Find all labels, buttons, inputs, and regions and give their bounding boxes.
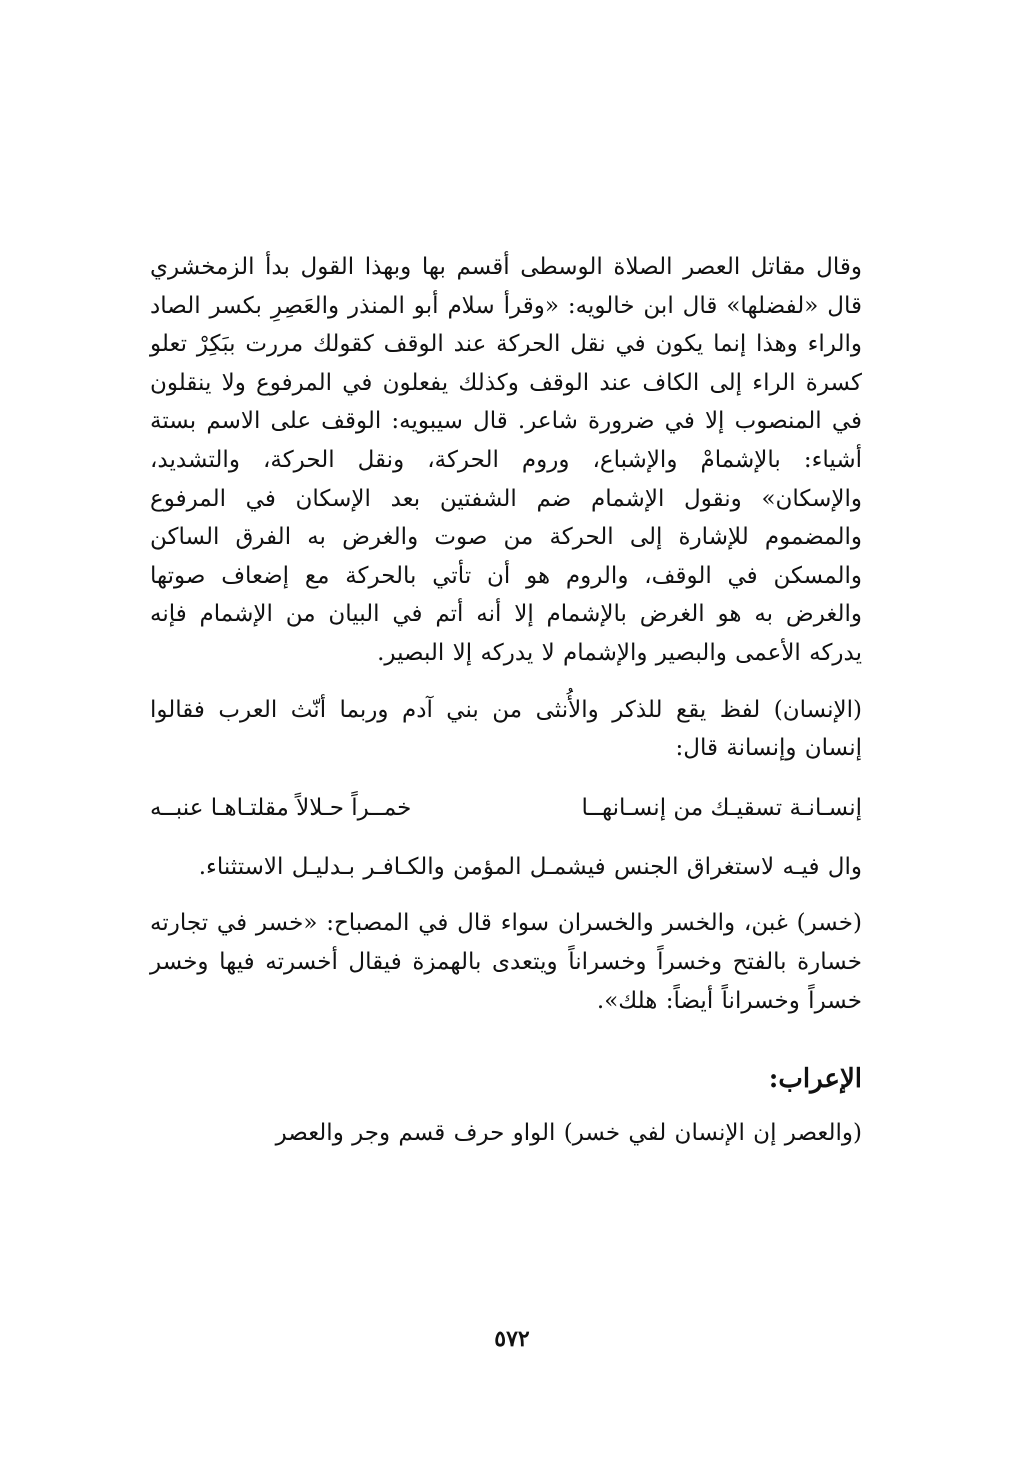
verse-second-hemistich: خمــراً حـلالاً مقلتـاهـا عنبــه xyxy=(150,794,412,821)
verse-first-hemistich: إنسـانـة تسقيـك من إنسـانهــا xyxy=(581,794,862,821)
page-number: ٥٧٢ xyxy=(494,1326,530,1352)
page-body xyxy=(150,248,862,1153)
definition-paragraph-insan: (الإنسان) لفظ يقع للذكر والأُنثى من بني آدم وربما أنّث العرب فقالوا إنسان وإنسانة قال: xyxy=(150,696,862,762)
definition-paragraph-al: وال فيـه لاستغراق الجنس فيشمـل المؤمن والكـافـر بـدليـل الاستثناء. xyxy=(198,853,862,880)
poem-verse xyxy=(150,788,862,828)
section-heading-irab: الإعراب: xyxy=(768,1064,862,1095)
definition-paragraph-khusr: (خسر) غبن، والخسر والخسران سواء قال في المصباح: «خسر في تجارته خسارة بالفتح وخسراً وخسراناً ويتعدى بالهمزة فيقال أخسرته فيها وخسر خسراً وخسراناً أيضاً: هلك». xyxy=(150,910,862,1014)
commentary-paragraph: وقال مقاتل العصر الصلاة الوسطى أقسم بها وبهذا القول بدأ الزمخشري قال «لفضلها» قال ابن خالويه: «وقرأ سلام أبو المنذر والعَصِرِ بكسر الصاد والراء وهذا إنما يكون في نقل الحركة عند الوقف كقولك مررت ببَكِرْ تعلو كسرة الراء إلى الكاف عند الوقف وكذلك يفعلون في المرفوع ولا ينقلون في المنصوب إلا في ضرورة شاعر. قال سيبويه: الوقف على الاسم بستة أشياء: بالإشمامْ والإشباع، وروم الحركة، ونقل الحركة، والتشديد، والإسكان» ونقول الإشمام ضم الشفتين بعد الإسكان في المرفوع والمضموم للإشارة إلى الحركة من صوت والغرض به الفرق الساكن والمسكن في الوقف، والروم هو أن تأتي بالحركة مع إضعاف صوتها والغرض به هو الغرض بالإشمام إلا أنه أتم في البيان من الإشمام فإنه يدركه الأعمى والبصير والإشمام لا يدركه إلا البصير. xyxy=(150,254,862,666)
irab-paragraph: (والعصر إن الإنسان لفي خسر) الواو حرف قسم وجر والعصر xyxy=(275,1120,862,1147)
